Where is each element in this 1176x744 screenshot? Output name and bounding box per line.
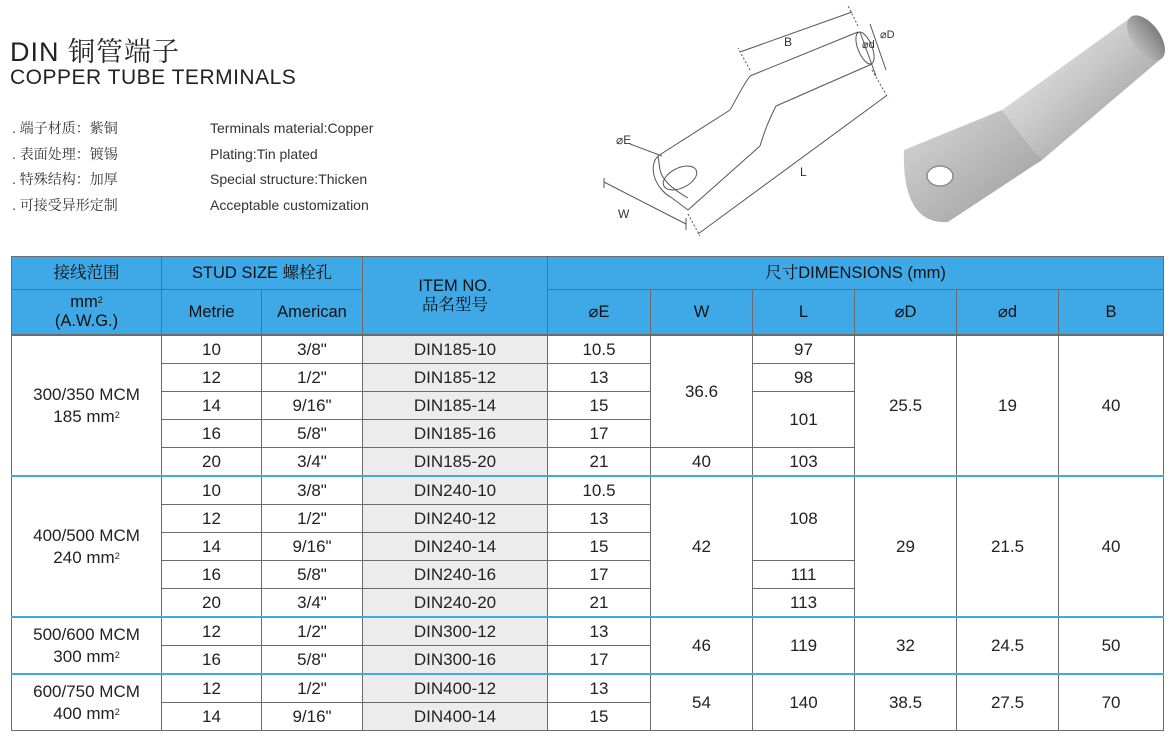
- l-cell: 97: [753, 335, 855, 364]
- header-item-no-cn: 品名型号: [422, 295, 489, 314]
- range-mm2: 240 $mm^2$: [53, 547, 120, 567]
- item-cell: DIN240-10: [363, 476, 548, 505]
- e-cell: 15: [548, 533, 651, 561]
- metric-cell: 20: [162, 589, 262, 618]
- label-e: ⌀E: [616, 133, 632, 147]
- header-l: L: [753, 290, 855, 336]
- d-outer-cell: 25.5: [855, 335, 957, 476]
- header-b: B: [1059, 290, 1164, 336]
- header-range-mm2: $mm^2$: [70, 293, 103, 311]
- item-cell: DIN240-14: [363, 533, 548, 561]
- metric-cell: 16: [162, 420, 262, 448]
- spec-en: Special structure:Thicken: [210, 171, 368, 187]
- metric-cell: 14: [162, 703, 262, 731]
- header-american: American: [262, 290, 363, 336]
- e-cell: 13: [548, 617, 651, 646]
- item-cell: DIN240-20: [363, 589, 548, 618]
- w-cell: 46: [651, 617, 753, 674]
- metric-cell: 12: [162, 674, 262, 703]
- header-range-unit: [12, 290, 162, 336]
- b-cell: 40: [1059, 335, 1164, 476]
- d-outer-cell: 29: [855, 476, 957, 617]
- american-cell: 9/16": [262, 533, 363, 561]
- item-cell: DIN300-16: [363, 646, 548, 675]
- spec-row: [12, 116, 470, 142]
- w-cell: 54: [651, 674, 753, 731]
- metric-cell: 14: [162, 392, 262, 420]
- metric-cell: 16: [162, 646, 262, 675]
- l-cell: 119: [753, 617, 855, 674]
- range-mcm: 300/350 MCM: [33, 384, 140, 404]
- b-cell: 70: [1059, 674, 1164, 731]
- range-mcm: 400/500 MCM: [33, 525, 140, 545]
- american-cell: 9/16": [262, 703, 363, 731]
- american-cell: 1/2": [262, 505, 363, 533]
- american-cell: 3/8": [262, 476, 363, 505]
- d-inner-cell: 24.5: [957, 617, 1059, 674]
- american-cell: 5/8": [262, 420, 363, 448]
- spec-list: [12, 116, 470, 218]
- spec-row: [12, 167, 470, 193]
- metric-cell: 16: [162, 561, 262, 589]
- header-item-no: [363, 257, 548, 336]
- spec-en: Terminals material:Copper: [210, 120, 374, 136]
- header-row: [12, 290, 1164, 336]
- range-mm2: 400 $mm^2$: [53, 703, 120, 723]
- label-b: B: [784, 35, 793, 49]
- metric-cell: 14: [162, 533, 262, 561]
- terminal-product-image: [892, 10, 1170, 232]
- e-cell: 17: [548, 420, 651, 448]
- b-cell: 50: [1059, 617, 1164, 674]
- header-d-outer: ⌀D: [855, 290, 957, 336]
- l-cell: 113: [753, 589, 855, 618]
- e-cell: 13: [548, 364, 651, 392]
- e-cell: 17: [548, 646, 651, 675]
- header-row: [12, 257, 1164, 290]
- d-inner-cell: 21.5: [957, 476, 1059, 617]
- header-metric: Metrie: [162, 290, 262, 336]
- l-cell: 140: [753, 674, 855, 731]
- spec-cn: . 特殊结构：加厚: [12, 171, 118, 187]
- header-w: W: [651, 290, 753, 336]
- label-w: W: [618, 207, 630, 221]
- item-cell: DIN185-10: [363, 335, 548, 364]
- metric-cell: 12: [162, 505, 262, 533]
- w-cell: 40: [651, 448, 753, 477]
- l-cell: 101: [753, 392, 855, 448]
- range-mm2: 300 $mm^2$: [53, 646, 120, 666]
- item-cell: DIN185-16: [363, 420, 548, 448]
- metric-cell: 10: [162, 476, 262, 505]
- range-cell: [12, 335, 162, 476]
- e-cell: 21: [548, 589, 651, 618]
- item-cell: DIN240-12: [363, 505, 548, 533]
- d-inner-cell: 19: [957, 335, 1059, 476]
- item-cell: DIN300-12: [363, 617, 548, 646]
- spec-cn: . 表面处理：镀锡: [12, 145, 118, 162]
- american-cell: 3/4": [262, 448, 363, 477]
- header-range-awg: (A.W.G.): [54, 312, 119, 330]
- header-e: ⌀E: [548, 290, 651, 336]
- american-cell: 5/8": [262, 646, 363, 675]
- header-stud-size: STUD SIZE 螺栓孔: [162, 257, 363, 290]
- american-cell: 1/2": [262, 674, 363, 703]
- spec-en: Plating:Tin plated: [210, 145, 318, 162]
- spec-row: [12, 193, 470, 219]
- table-row: [12, 674, 1164, 703]
- e-cell: 15: [548, 392, 651, 420]
- item-cell: DIN185-12: [363, 364, 548, 392]
- label-d-outer: ⌀D: [880, 29, 895, 41]
- item-cell: DIN400-14: [363, 703, 548, 731]
- item-cell: DIN185-20: [363, 448, 548, 477]
- metric-cell: 12: [162, 364, 262, 392]
- american-cell: 1/2": [262, 364, 363, 392]
- e-cell: 13: [548, 505, 651, 533]
- l-cell: 98: [753, 364, 855, 392]
- table-row: [12, 335, 1164, 364]
- e-cell: 21: [548, 448, 651, 477]
- spec-en: Acceptable customization: [210, 196, 369, 213]
- metric-cell: 10: [162, 335, 262, 364]
- range-cell: [12, 617, 162, 674]
- american-cell: 1/2": [262, 617, 363, 646]
- e-cell: 10.5: [548, 335, 651, 364]
- l-cell: 111: [753, 561, 855, 589]
- table-row: [12, 617, 1164, 646]
- e-cell: 17: [548, 561, 651, 589]
- d-outer-cell: 38.5: [855, 674, 957, 731]
- label-l: L: [800, 165, 807, 179]
- range-mcm: 500/600 MCM: [33, 624, 140, 644]
- header-dimensions: 尺寸DIMENSIONS (mm): [548, 257, 1164, 290]
- american-cell: 3/8": [262, 335, 363, 364]
- metric-cell: 12: [162, 617, 262, 646]
- l-cell: 103: [753, 448, 855, 477]
- l-cell: 108: [753, 476, 855, 561]
- item-cell: DIN185-14: [363, 392, 548, 420]
- american-cell: 9/16": [262, 392, 363, 420]
- metric-cell: 20: [162, 448, 262, 477]
- w-cell: 42: [651, 476, 753, 617]
- american-cell: 5/8": [262, 561, 363, 589]
- label-d-inner: ⌀d: [862, 39, 875, 51]
- e-cell: 10.5: [548, 476, 651, 505]
- range-mm2: 185 $mm^2$: [53, 406, 120, 426]
- d-inner-cell: 27.5: [957, 674, 1059, 731]
- range-cell: [12, 476, 162, 617]
- header-item-no-en: ITEM NO.: [418, 276, 492, 295]
- spec-cn: . 端子材质：紫铜: [12, 120, 118, 136]
- page-title-en: COPPER TUBE TERMINALS: [10, 66, 297, 89]
- spec-cn: . 可接受异形定制: [12, 196, 118, 213]
- item-cell: DIN400-12: [363, 674, 548, 703]
- b-cell: 40: [1059, 476, 1164, 617]
- item-cell: DIN240-16: [363, 561, 548, 589]
- e-cell: 15: [548, 703, 651, 731]
- w-cell: 36.6: [651, 335, 753, 448]
- header-range: 接线范围: [12, 257, 162, 290]
- range-mcm: 600/750 MCM: [33, 681, 140, 701]
- dimension-table: [11, 256, 1164, 731]
- spec-row: [12, 142, 470, 168]
- header-d-inner: ⌀d: [957, 290, 1059, 336]
- d-outer-cell: 32: [855, 617, 957, 674]
- range-cell: [12, 674, 162, 731]
- page-title-cn: DIN 铜管端子: [10, 37, 180, 67]
- american-cell: 3/4": [262, 589, 363, 618]
- table-row: [12, 476, 1164, 505]
- e-cell: 13: [548, 674, 651, 703]
- terminal-dimension-drawing: [590, 10, 895, 246]
